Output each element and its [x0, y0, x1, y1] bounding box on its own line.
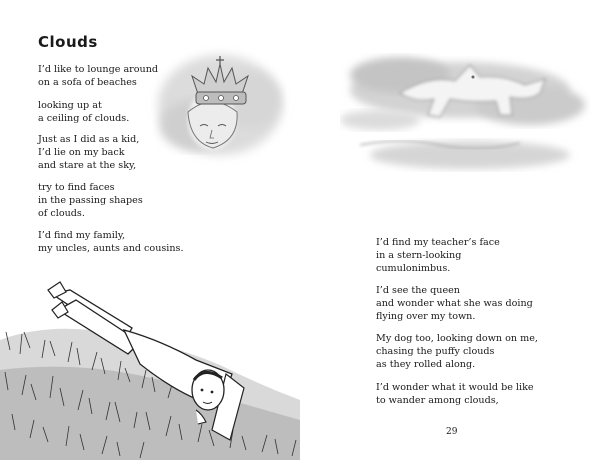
stanza-6: I’d find my teacher’s face in a stern-looking cumulonimbus.	[376, 237, 500, 274]
stanza-4: try to find faces in the passing shapes of clouds.	[38, 182, 143, 219]
dog-cloud-illustration	[340, 35, 590, 190]
stanza-5: I’d find my family, my uncles, aunts and cousins.	[38, 230, 184, 254]
page-number: 29	[446, 427, 458, 437]
poem-title: Clouds	[38, 33, 98, 51]
stanza-1: I’d like to lounge around on a sofa of beaches	[38, 64, 159, 88]
stanza-7: I’d see the queen and wonder what she was doing flying over my town.	[376, 285, 533, 322]
stanza-3: Just as I did as a kid, I’d lie on my back and stare at the sky,	[38, 134, 140, 171]
stanza-8: My dog too, looking down on me, chasing the puffy clouds as they rolled along.	[376, 333, 538, 370]
queen-cloud-illustration	[140, 30, 300, 165]
stanza-9: I’d wonder what it would be like to wander among clouds,	[376, 382, 534, 406]
stanza-2: looking up at a ceiling of clouds.	[38, 100, 130, 124]
boy-on-grass-illustration	[0, 270, 300, 460]
right-page	[300, 0, 600, 460]
